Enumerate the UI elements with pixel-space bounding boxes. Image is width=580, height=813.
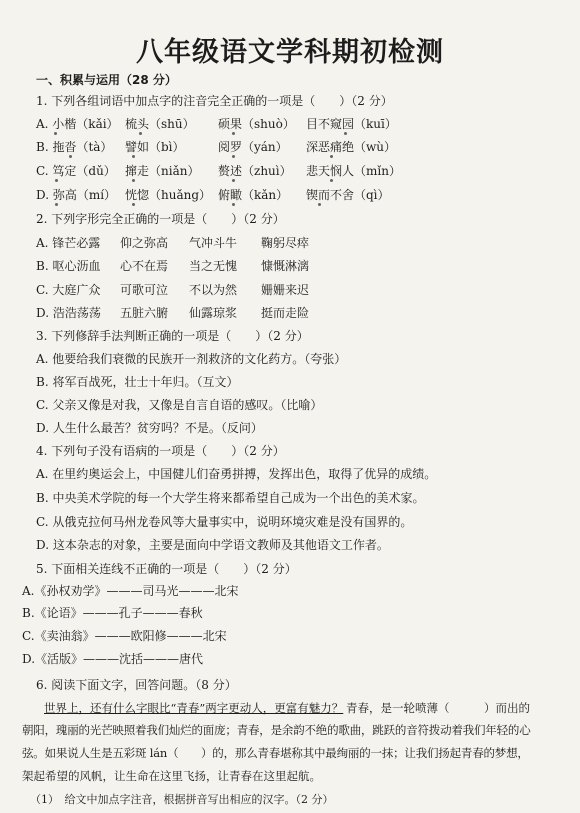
q1-option-d-2: 恍惚（huǎng）	[125, 188, 212, 202]
emphasis-dot	[330, 155, 333, 158]
q2-option-a-2: 仰之弥高	[120, 236, 169, 250]
q2-option-d-1: D. 浩浩荡荡	[36, 306, 101, 320]
q1-option-c-2: 撺走（niǎn）	[125, 164, 200, 178]
emphasis-dot	[54, 132, 57, 135]
q1-option-a-2: 梳头（shū）	[125, 117, 195, 131]
emphasis-dot	[232, 132, 235, 135]
emphasis-dot	[55, 179, 58, 182]
q3-option-c: C. 父亲又像是对我，又像是自言自语的感叹。（比喻）	[36, 398, 323, 412]
q4-option-a: A. 在里约奥运会上，中国健儿们奋勇拼搏，发挥出色，取得了优异的成绩。	[36, 467, 437, 481]
question-4-stem: 4. 下列句子没有语病的一项是（ ）（2 分）	[36, 444, 285, 458]
emphasis-dot	[132, 203, 135, 206]
section-heading: 一、积累与运用（28 分）	[36, 73, 177, 87]
q2-option-d-3: 仙露琼浆	[189, 306, 238, 320]
q6-passage-line-4: 架起希望的风帆，让生命在这里飞扬，让青春在这里起航。	[22, 769, 321, 783]
q6-passage-line-3: 弦。如果说人生是五彩斑 lán（ ）的，那么青春堪称其中最绚丽的一抹；让我们扬起青春的梦想，	[22, 746, 529, 760]
q5-option-b: B.《论语》———孔子———春秋	[22, 606, 203, 620]
q2-option-d-2: 五脏六腑	[120, 306, 169, 320]
q1-option-b-2: 譬如（bì）	[125, 140, 185, 154]
q1-option-c-3: 赘述（zhuì）	[218, 164, 292, 178]
emphasis-dot	[69, 155, 72, 158]
emphasis-dot	[318, 203, 321, 206]
q5-option-d: D.《活版》———沈括———唐代	[22, 652, 204, 666]
q1-option-d-4: 锲而不舍（qì）	[306, 188, 390, 202]
q4-option-b: B. 中央美术学院的每一个大学生将来都希望自己成为一个出色的美术家。	[36, 491, 425, 505]
page-title: 八年级语文学科期初检测	[136, 37, 444, 68]
q2-option-c-1: C. 大庭广众	[36, 283, 101, 297]
q5-option-c: C.《卖油翁》———欧阳修———北宋	[22, 629, 227, 643]
q2-option-a-1: A. 锋芒必露	[36, 236, 101, 250]
q2-option-b-4: 慷慨淋漓	[261, 259, 310, 273]
emphasis-dot	[232, 155, 235, 158]
question-2-stem: 2. 下列字形完全正确的一项是（ ）（2 分）	[36, 212, 285, 226]
q2-option-c-2: 可歌可泣	[120, 283, 169, 297]
question-3-stem: 3. 下列修辞手法判断正确的一项是（ ）（2 分）	[36, 329, 309, 343]
question-5-stem: 5. 下面相关连线不正确的一项是（ ）（2 分）	[36, 562, 297, 576]
emphasis-dot	[330, 179, 333, 182]
q2-option-c-4: 姗姗来迟	[261, 283, 310, 297]
q2-option-b-2: 心不在焉	[120, 259, 169, 273]
q6-passage-line-2: 朝阳，瑰丽的光芒映照着我们灿烂的面庞；青春，是余韵不绝的歌曲，跳跃的音符拨动着我们年轻的心	[22, 723, 531, 737]
q4-option-c: C. 从俄克拉何马州龙卷风等大量事实中，说明环境灾难是没有国界的。	[36, 515, 413, 529]
q2-option-b-1: B. 呕心沥血	[36, 259, 101, 273]
q1-option-a-4: 目不窥园（kuī）	[306, 117, 397, 131]
q1-option-c-4: 悲天悯人（mǐn）	[306, 164, 401, 178]
question-1-stem: 1. 下列各组词语中加点字的注音完全正确的一项是（ ）（2 分）	[36, 94, 393, 108]
emphasis-dot	[55, 203, 58, 206]
emphasis-dot	[132, 179, 135, 182]
q1-option-d-1: D. 弥高（mí）	[36, 188, 117, 202]
q1-option-b-4: 深恶痛绝（wù）	[306, 140, 397, 154]
q1-option-c-1: C. 笃定（dǔ）	[36, 164, 116, 178]
q2-option-a-4: 鞠躬尽瘁	[261, 236, 310, 250]
q1-option-b-1: B. 拖沓（tà）	[36, 140, 113, 154]
emphasis-dot	[232, 203, 235, 206]
emphasis-dot	[344, 132, 347, 135]
q4-option-d: D. 这本杂志的对象，主要是面向中学语文教师及其他语文工作者。	[36, 538, 389, 552]
q2-option-c-3: 不以为然	[189, 283, 238, 297]
q6-subquestion-1: （1） 给文中加点字注音，根据拼音写出相应的汉字。（2 分）	[30, 793, 334, 806]
q2-option-b-3: 当之无愧	[189, 259, 238, 273]
q2-option-d-4: 挺而走险	[261, 306, 310, 320]
q6-passage-line-1a: 世界上，还有什么字眼比“青春”两字更动人，更富有魅力？	[44, 701, 344, 715]
q6-passage-line-1b: 青春，是一轮喷薄（ ）而出的	[346, 701, 530, 715]
emphasis-dot	[139, 132, 142, 135]
q1-option-d-3: 俯瞰（kǎn）	[218, 188, 289, 202]
q3-option-a: A. 他要给我们衰微的民族开一剂救济的文化药方。（夸张）	[36, 352, 347, 366]
emphasis-dot	[232, 179, 235, 182]
emphasis-dot	[132, 155, 135, 158]
q1-option-a-3: 硕果（shuò）	[218, 117, 295, 131]
q3-option-b: B. 将军百战死，壮士十年归。（互文）	[36, 375, 239, 389]
q2-option-a-3: 气冲斗牛	[189, 236, 238, 250]
q3-option-d: D. 人生什么最苦？贫穷吗？不是。（反问）	[36, 421, 263, 435]
question-6-stem: 6. 阅读下面文字，回答问题。（8 分）	[36, 678, 237, 692]
q5-option-a: A.《孙权劝学》———司马光———北宋	[22, 584, 239, 598]
q1-option-a-1: A. 小楷（kǎi）	[36, 117, 119, 131]
q1-option-b-3: 阅罗（yán）	[218, 140, 288, 154]
